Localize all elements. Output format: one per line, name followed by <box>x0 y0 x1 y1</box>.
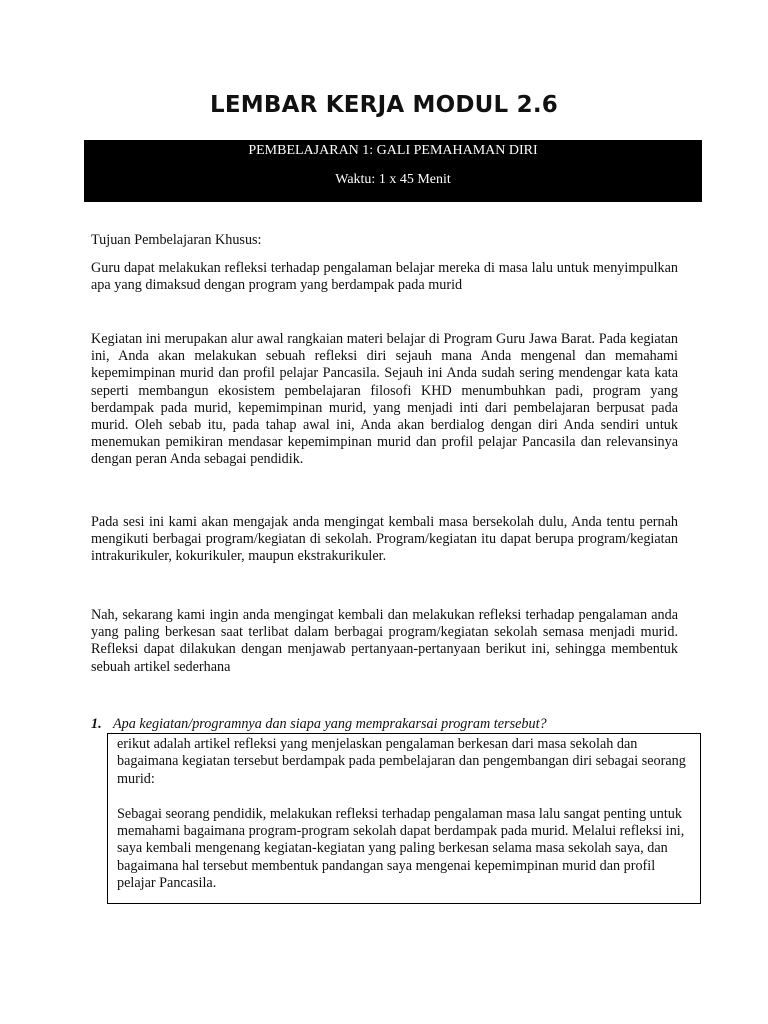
objective-label-text: Tujuan Pembelajaran Khusus: <box>91 232 262 248</box>
body-paragraph: Nah, sekarang kami ingin anda mengingat kembali dan melakukan refleksi terhadap pengalaman anda yang paling berkesan saat terlibat dalam berbagai program/kegiatan sekolah semasa menjadi murid. Refleksi dapat dilakukan dengan menjawab pertanyaan-pertanyaan berikut ini, sehingga membentuk sebuah artikel sederhana <box>91 607 678 675</box>
body-paragraph: Pada sesi ini kami akan mengajak anda mengingat kembali masa bersekolah dulu, Anda tentu pernah mengikuti berbagai program/kegiatan di sekolah. Program/kegiatan itu dapat berupa program/kegiatan intrakurikuler, kokurikuler, maupun ekstrakurikuler. <box>91 514 678 565</box>
session-banner <box>84 140 702 202</box>
intro-paragraph-2 <box>91 514 678 566</box>
objective-paragraph: Guru dapat melakukan refleksi terhadap pengalaman belajar mereka di masa lalu untuk menyimpulkan apa yang dimaksud dengan program yang berdampak pada murid <box>91 260 678 294</box>
page-title: LEMBAR KERJA MODUL 2.6 <box>210 92 558 118</box>
question-1 <box>91 716 711 733</box>
session-duration: Waktu: 1 x 45 Menit <box>335 172 451 187</box>
question-number: 1. <box>91 716 102 732</box>
objective-label <box>91 232 678 249</box>
intro-paragraph-3 <box>91 607 678 676</box>
session-title: PEMBELAJARAN 1: GALI PEMAHAMAN DIRI <box>248 143 538 158</box>
question-text: Apa kegiatan/programnya dan siapa yang memprakarsai program tersebut? <box>113 716 547 732</box>
answer-box[interactable] <box>107 733 701 904</box>
objective-text <box>91 260 678 294</box>
answer-paragraph-1: erikut adalah artikel refleksi yang menjelaskan pengalaman berkesan dari masa sekolah dan bagaimana kegiatan tersebut berdampak pada pembelajaran dan pengembangan diri sebagai seorang murid: <box>117 736 686 787</box>
answer-paragraph-2: Sebagai seorang pendidik, melakukan refleksi terhadap pengalaman masa lalu sangat penting untuk memahami bagaimana program-program sekolah dapat berdampak pada murid. Melalui refleksi ini, saya kembali mengenang kegiatan-kegiatan yang paling berkesan selama masa sekolah saya, dan bagaimana hal tersebut membentuk pandangan saya mengenai kepemimpinan murid dan profil pelajar Pancasila. <box>117 805 685 892</box>
intro-paragraph-1 <box>91 331 678 469</box>
body-paragraph: Kegiatan ini merupakan alur awal rangkaian materi belajar di Program Guru Jawa Barat. Pada kegiatan ini, Anda akan melakukan sebuah refleksi diri sejauh mana Anda mengenal dan memahami kepemimpinan murid dan profil pelajar Pancasila. Sejauh ini Anda sudah sering mendengar kata kata seperti membangun ekosistem pembelajaran filosofi KHD menumbuhkan padi, program yang berdampak pada murid, kepemimpinan murid, yang menjadi inti dari pembelajaran berpusat pada murid. Oleh sebab itu, pada tahap awal ini, Anda akan berdialog dengan diri Anda sendiri untuk menemukan pemikiran mendasar kepemimpinan murid dan profil pelajar Pancasila dan relevansinya dengan peran Anda sebagai pendidik. <box>91 331 678 468</box>
